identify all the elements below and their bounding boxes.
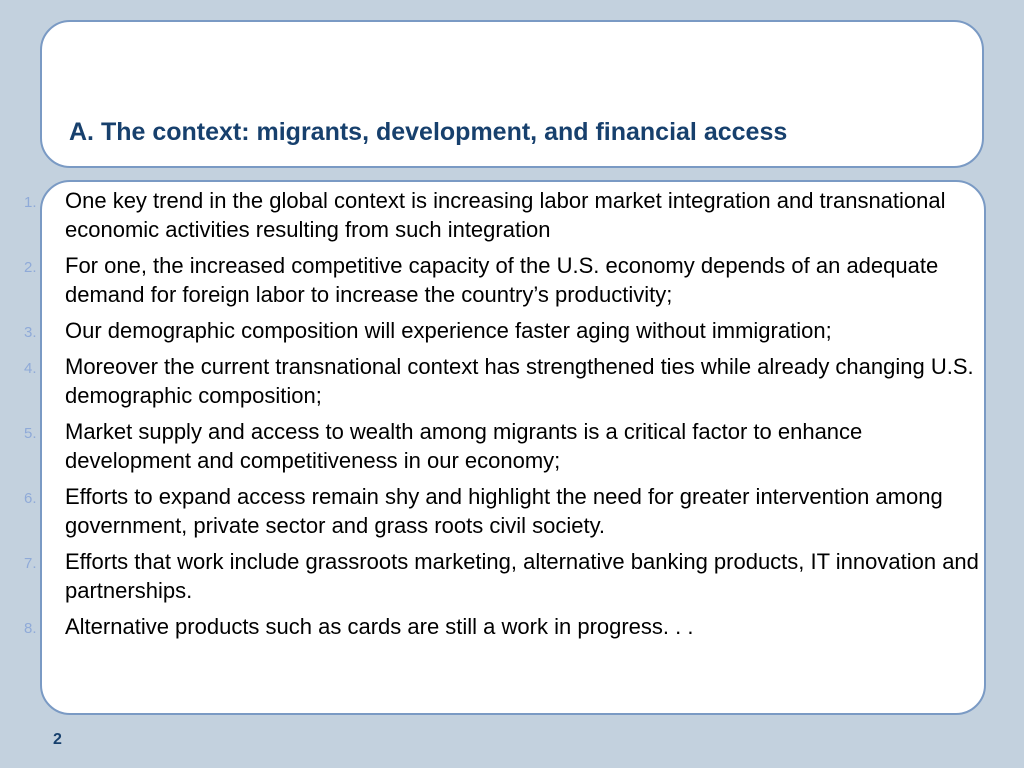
list-item [24, 251, 994, 309]
bullet-text: Alternative products such as cards are still a work in progress. . . [65, 614, 694, 639]
page-number: 2 [53, 731, 62, 748]
list-item [24, 482, 994, 540]
list-item [24, 186, 994, 244]
list-item [24, 352, 994, 410]
bullet-number: 2. [24, 259, 37, 276]
bullet-number: 4. [24, 360, 37, 377]
bullet-list [24, 186, 994, 648]
list-item [24, 612, 994, 641]
bullet-text: Efforts that work include grassroots marketing, alternative banking products, IT innovation and partnerships. [65, 549, 979, 603]
bullet-number: 3. [24, 324, 37, 341]
bullet-number: 8. [24, 620, 37, 637]
bullet-text: Moreover the current transnational context has strengthened ties while already changing U.S. demographic composition; [65, 354, 974, 408]
bullet-text: For one, the increased competitive capacity of the U.S. economy depends of an adequate demand for foreign labor to increase the country’s productivity; [65, 253, 939, 307]
bullet-number: 7. [24, 555, 37, 572]
bullet-number: 6. [24, 490, 37, 507]
bullet-text: Efforts to expand access remain shy and highlight the need for greater intervention among government, private sector and grass roots civil society. [65, 484, 943, 538]
title-panel [40, 20, 984, 168]
bullet-text: One key trend in the global context is increasing labor market integration and transnational economic activities resulting from such integration [65, 188, 946, 242]
bullet-number: 1. [24, 194, 37, 211]
list-item [24, 547, 994, 605]
bullet-number: 5. [24, 425, 37, 442]
list-item [24, 417, 994, 475]
list-item [24, 316, 994, 345]
slide-title: A. The context: migrants, development, and financial access [69, 118, 788, 146]
bullet-text: Our demographic composition will experience faster aging without immigration; [65, 318, 832, 343]
bullet-text: Market supply and access to wealth among migrants is a critical factor to enhance development and competitiveness in our economy; [65, 419, 863, 473]
